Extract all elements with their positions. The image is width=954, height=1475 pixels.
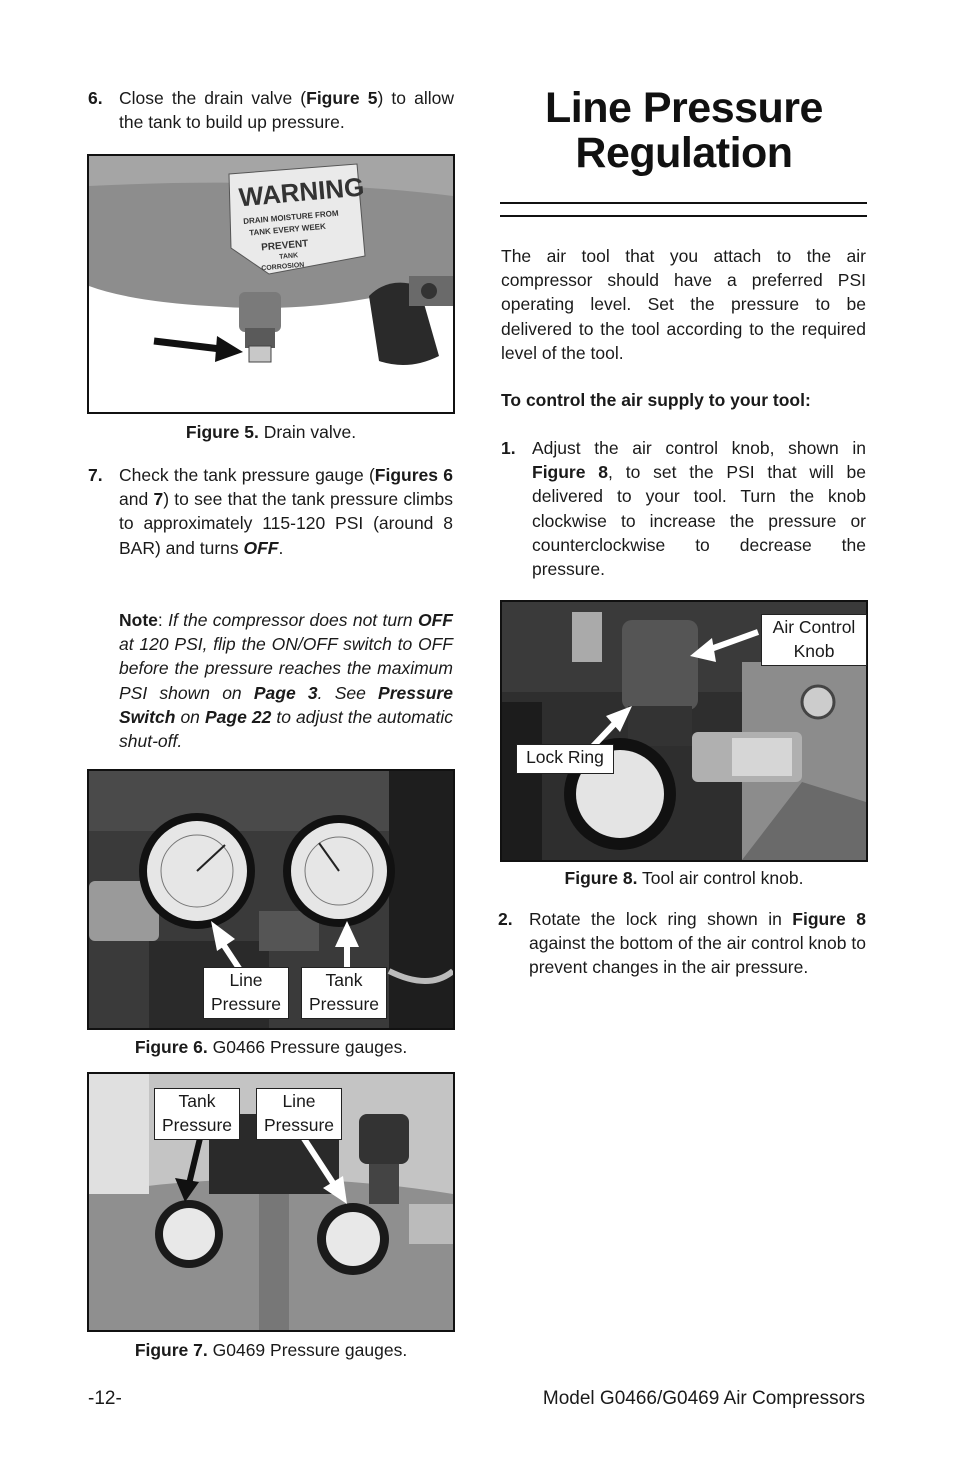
step-text: Rotate the lock ring shown in Figure 8 against the bottom of the air control knob to prevent changes in the air pressure. xyxy=(529,909,866,978)
svg-text:CORROSION: CORROSION xyxy=(261,261,305,273)
note-paragraph: Note: If the compressor does not turn OFF at 120 PSI, flip the ON/OFF switch to OFF before the pressure reaches the maximum PSI shown on Page 3. See Pressure Switch on Page 22 to adjust the automatic shut-off. xyxy=(119,610,453,752)
figure-5-photo xyxy=(87,154,455,414)
callout-line-pressure: Line Pressure xyxy=(203,967,289,1019)
decal-warning: WARNING xyxy=(237,171,366,213)
title-rule-top xyxy=(500,202,867,204)
figure-5-caption: Figure 5. Drain valve. xyxy=(185,422,357,442)
step-text: Adjust the air control knob, shown in Figure 8, to set the PSI that will be delivered to your tool. Turn the knob clockwise to increase the pressure or counterclockwise to decrease the pressure. xyxy=(532,438,867,580)
callout-line-pressure-fig7: Line Pressure xyxy=(256,1088,342,1140)
figure-6-caption: Figure 6. G0466 Pressure gauges. xyxy=(134,1037,408,1057)
svg-text:TANK EVERY WEEK: TANK EVERY WEEK xyxy=(248,221,327,238)
drain-valve-illustration xyxy=(89,156,453,412)
step-number: 6. xyxy=(88,88,103,108)
page-number: -12- xyxy=(88,1388,122,1409)
callout-tank-pressure-fig7: Tank Pressure xyxy=(154,1088,240,1140)
svg-text:TANK: TANK xyxy=(278,252,299,261)
title-rule-bottom xyxy=(500,215,867,217)
step-number: 7. xyxy=(88,465,103,485)
subheading: To control the air supply to your tool: xyxy=(501,390,811,410)
svg-text:DRAIN MOISTURE FROM: DRAIN MOISTURE FROM xyxy=(242,208,339,226)
callout-lock-ring: Lock Ring xyxy=(516,744,614,774)
section-title: Line Pressure Regulation xyxy=(545,84,823,177)
step-text: Close the drain valve (Figure 5) to allow the tank to build up pressure. xyxy=(119,88,454,133)
figure-7-caption: Figure 7. G0469 Pressure gauges. xyxy=(134,1340,408,1360)
step-number: 1. xyxy=(501,438,516,458)
step-number: 2. xyxy=(498,909,513,929)
footer-model: Model G0466/G0469 Air Compressors xyxy=(542,1388,865,1409)
figure-8-caption: Figure 8. Tool air control knob. xyxy=(564,868,804,888)
callout-air-control-knob: Air Control Knob xyxy=(761,614,867,666)
step-text: Check the tank pressure gauge (Figures 6 and 7) to see that the tank pressure climbs to approximately 115-120 PSI (around 8 BAR) and turns OFF. xyxy=(119,465,453,558)
figure-ref: Figure 5 xyxy=(306,88,378,108)
intro-paragraph: The air tool that you attach to the air compressor should have a preferred PSI operating level. Set the pressure to be delivered to the tool according to the required level of the tool. xyxy=(501,246,866,363)
svg-text:PREVENT: PREVENT xyxy=(260,238,309,254)
callout-tank-pressure: Tank Pressure xyxy=(301,967,387,1019)
